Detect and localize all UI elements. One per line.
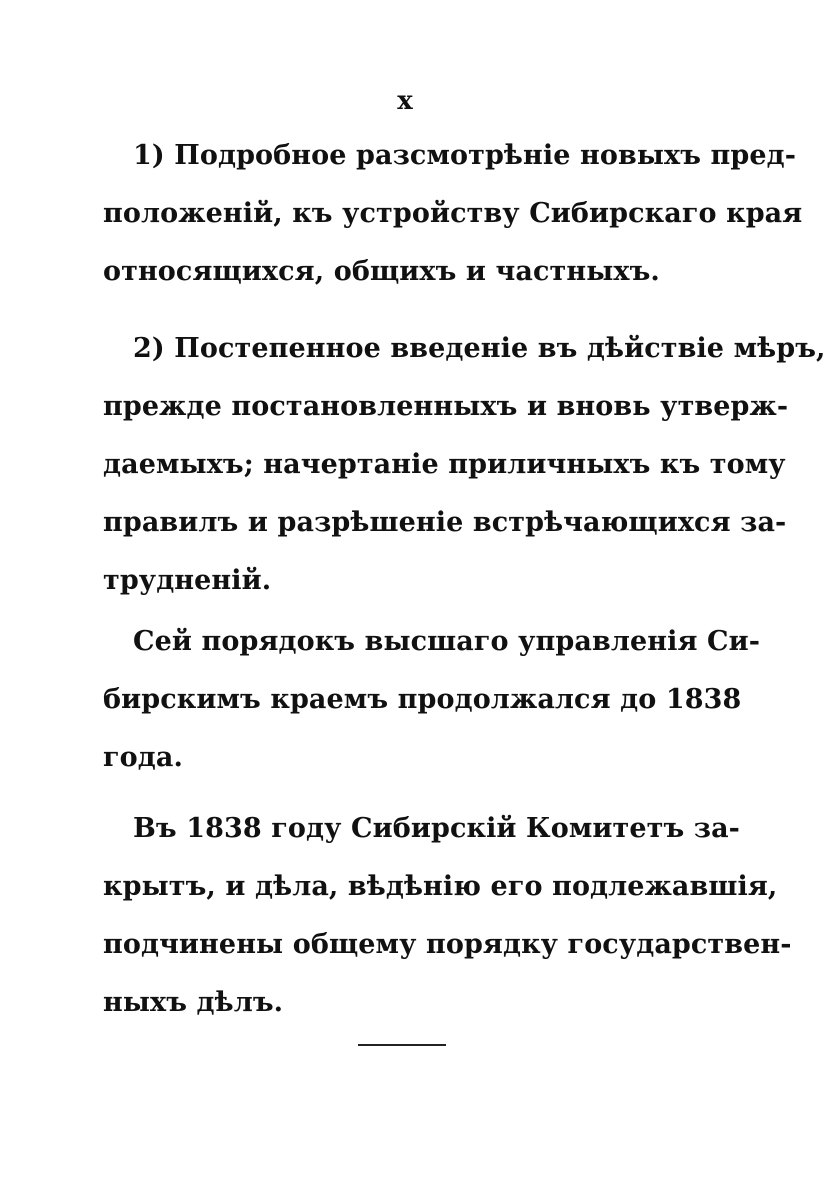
paragraph-2 [103,320,826,610]
paragraph-line: подчинены общему порядку государствен- [103,929,792,960]
paragraph-line: Сей порядокъ высшаго управленія Си- [133,626,761,657]
paragraph-line: крытъ, и дѣла, вѣдѣнію его подлежавшія, [103,871,778,902]
paragraph-line: года. [103,742,183,773]
paragraph-1 [103,127,803,301]
paragraph-line: трудненій. [103,565,272,596]
paragraph-line: прежде постановленныхъ и вновь утверж- [103,391,789,422]
paragraph-4 [103,800,792,1032]
paragraph-line: даемыхъ; начертаніе приличныхъ къ тому [103,449,786,480]
paragraph-line: правилъ и разрѣшеніе встрѣчающихся за- [103,507,787,538]
paragraph-line: относящихся, общихъ и частныхъ. [103,256,660,287]
paragraph-line: Въ 1838 году Сибирскій Комитетъ за- [133,813,740,844]
paragraph-line: 2) Постепенное введеніе въ дѣйствіе мѣръ, [133,333,826,364]
paragraph-line: бирскимъ краемъ продолжался до 1838 [103,684,742,715]
paragraph-line: положеній, къ устройству Сибирскаго края [103,198,803,229]
paragraph-line: ныхъ дѣлъ. [103,987,284,1018]
section-end-rule [358,1044,446,1046]
paragraph-3 [103,613,761,787]
paragraph-line: 1) Подробное разсмотрѣніе новыхъ пред- [133,140,797,171]
page-number: x [397,86,413,116]
